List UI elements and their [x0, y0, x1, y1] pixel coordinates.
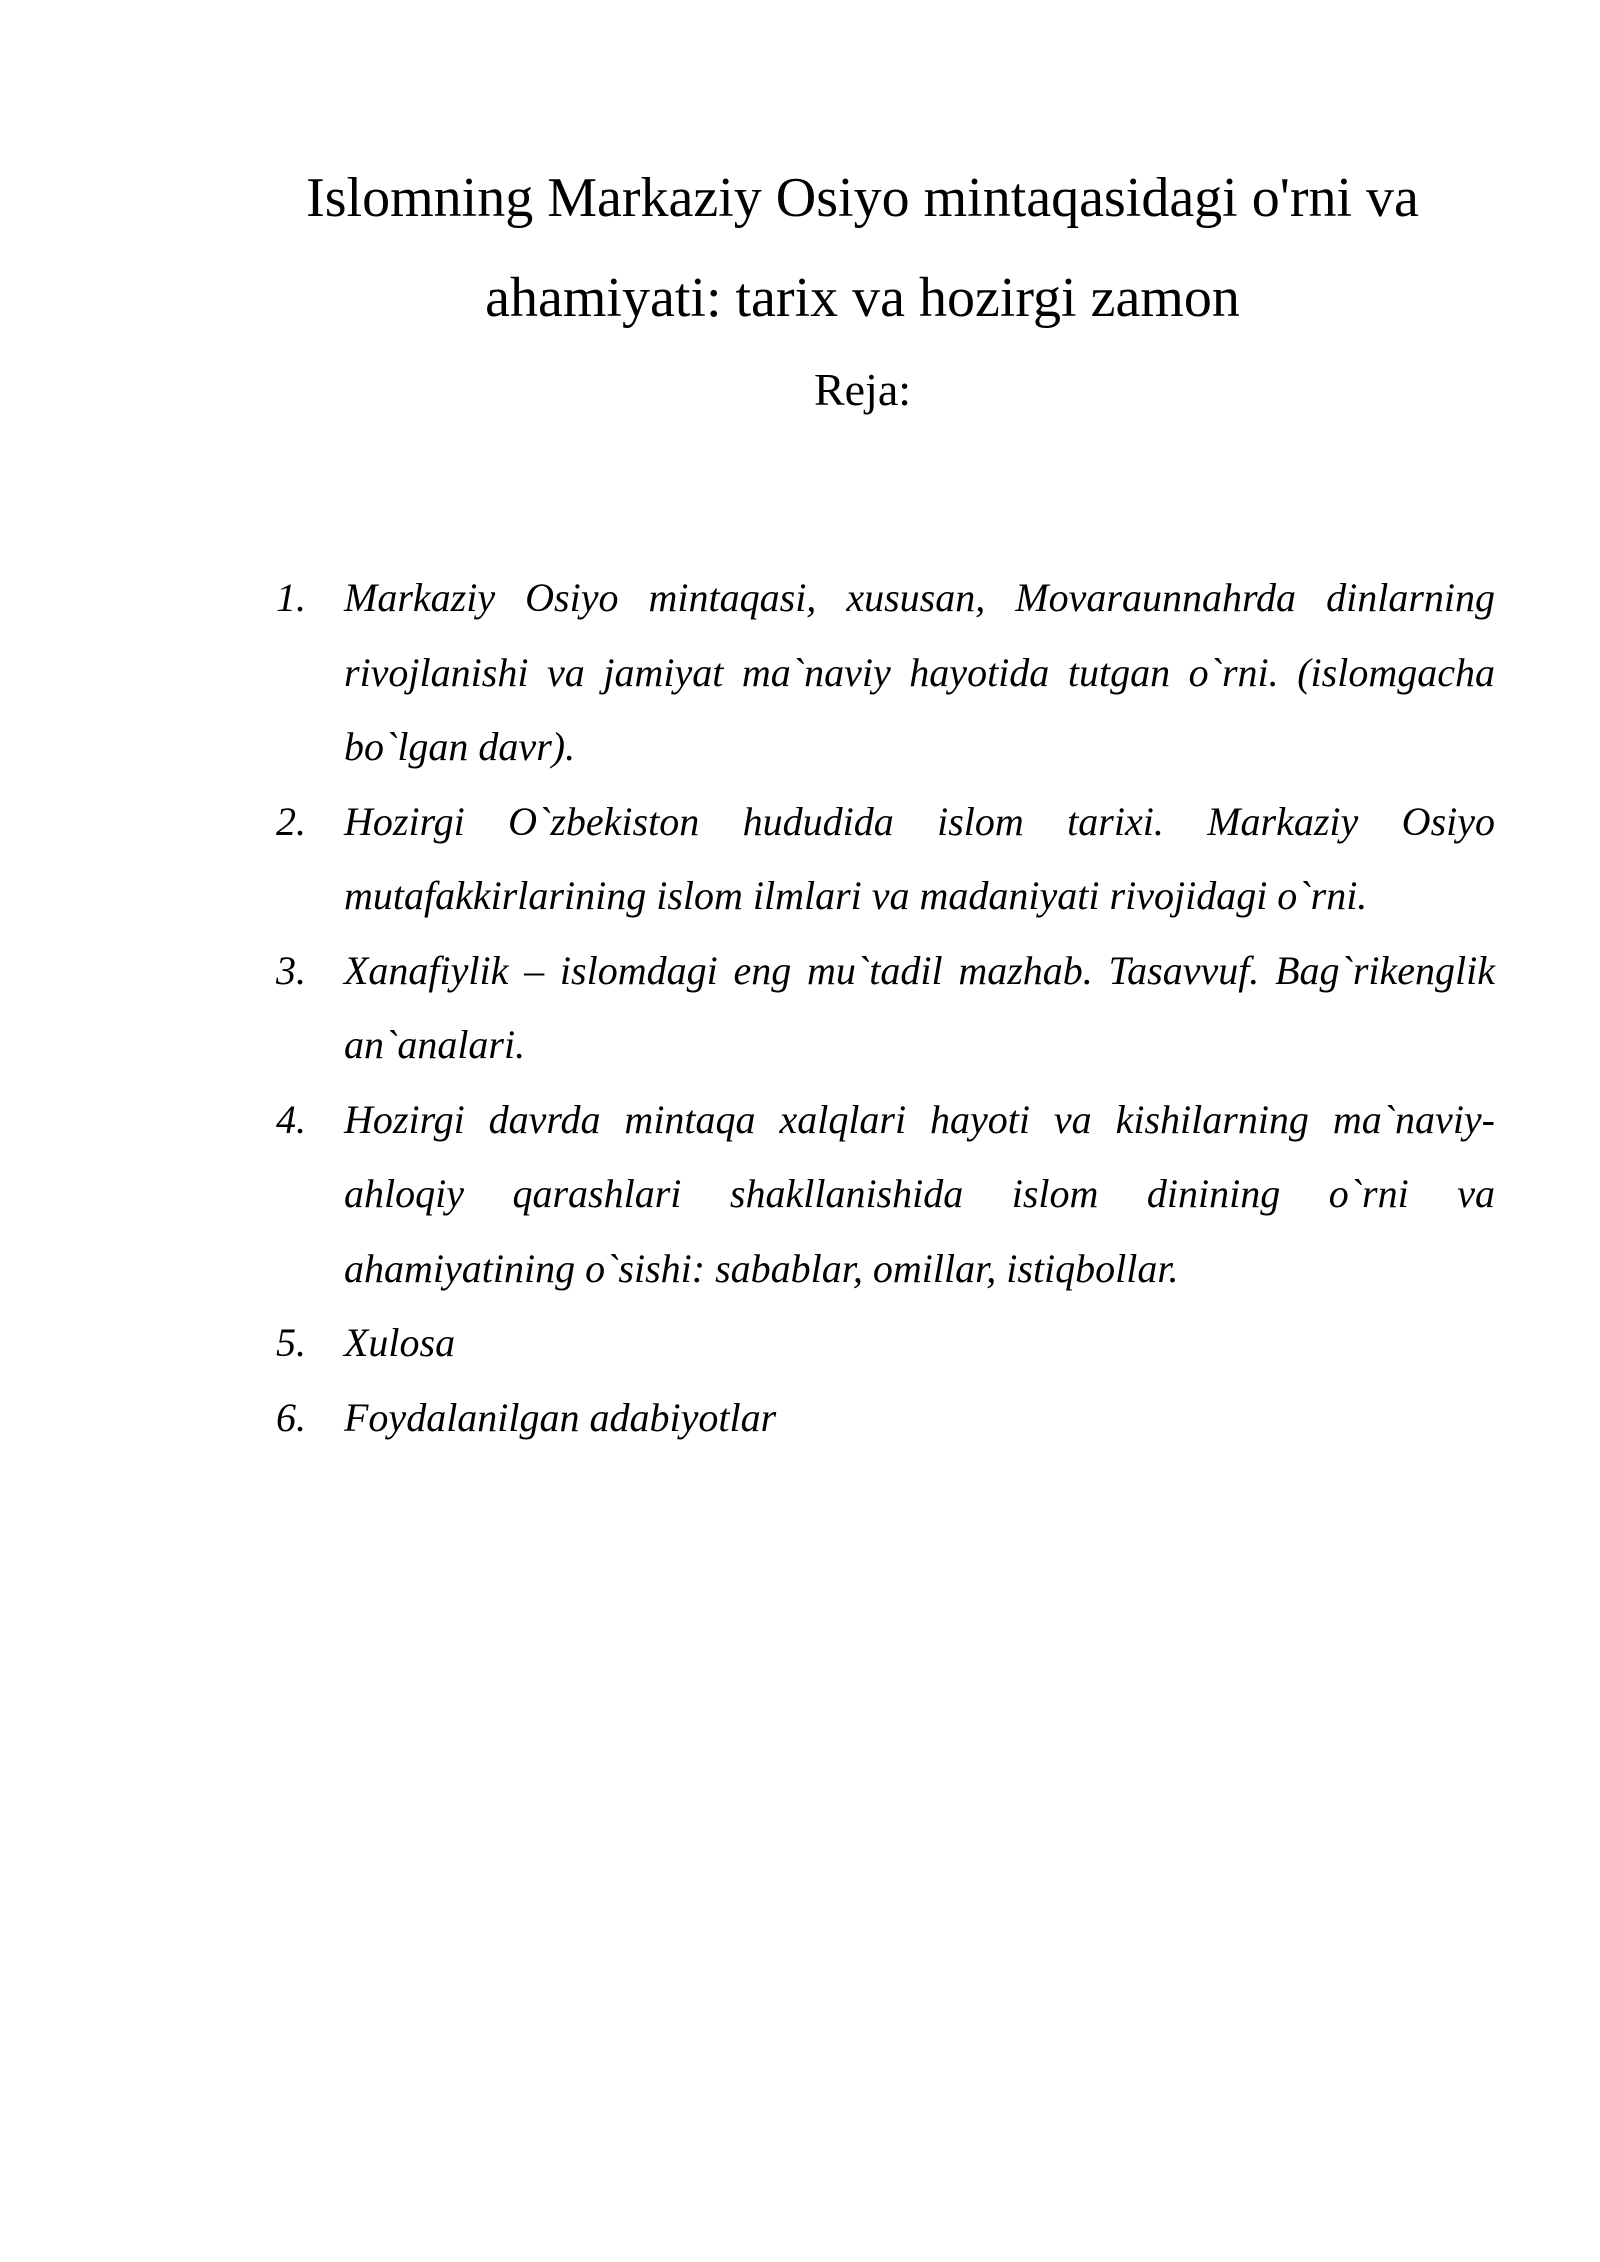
plan-item	[270, 785, 1495, 934]
plan-heading: Reja:	[813, 364, 912, 415]
plan-item	[270, 1381, 1495, 1456]
plan-item-text: Foydalanilgan adabiyotlar	[344, 1394, 777, 1440]
plan-item	[270, 1306, 1495, 1381]
plan-item-number: 5.	[276, 1320, 306, 1365]
plan-item-text: Hozirgi davrda mintaqa xalqlari hayoti va kishilarning ma`naviy-ahloqiy qarashlari shakllanishida islom dinining o`rni va ahamiyatining o`sishi: sabablar, omillar, istiqbollar.	[344, 1096, 1495, 1291]
plan-item-number: 3.	[276, 947, 306, 993]
plan-item	[270, 561, 1495, 785]
plan-item-number: 6.	[276, 1394, 306, 1440]
plan-item-number: 1.	[276, 575, 306, 620]
plan-item	[270, 934, 1495, 1083]
plan-item-text: Xulosa	[344, 1320, 456, 1365]
plan-item-text: Xanafiylik – islomdagi eng mu`tadil mazhab. Tasavvuf. Bag`rikenglik an`analari.	[344, 947, 1495, 1067]
plan-item-text: Hozirgi O`zbekiston hududida islom tarixi. Markaziy Osiyo mutafakkirlarining islom ilmlari va madaniyati rivojidagi o`rni.	[344, 798, 1495, 918]
plan-item-text: Markaziy Osiyo mintaqasi, xususan, Movaraunnahrda dinlarning rivojlanishi va jamiyat ma`naviy hayotida tutgan o`rni. (islomgacha bo`lgan davr).	[344, 575, 1495, 769]
document-title: Islomning Markaziy Osiyo mintaqasidagi o'rni va ahamiyati: tarix va hozirgi zamon	[306, 167, 1419, 329]
plan-item-number: 2.	[276, 798, 306, 844]
plan-item	[270, 1083, 1495, 1307]
plan-item-number: 4.	[276, 1096, 306, 1142]
plan-list	[270, 561, 1495, 1455]
